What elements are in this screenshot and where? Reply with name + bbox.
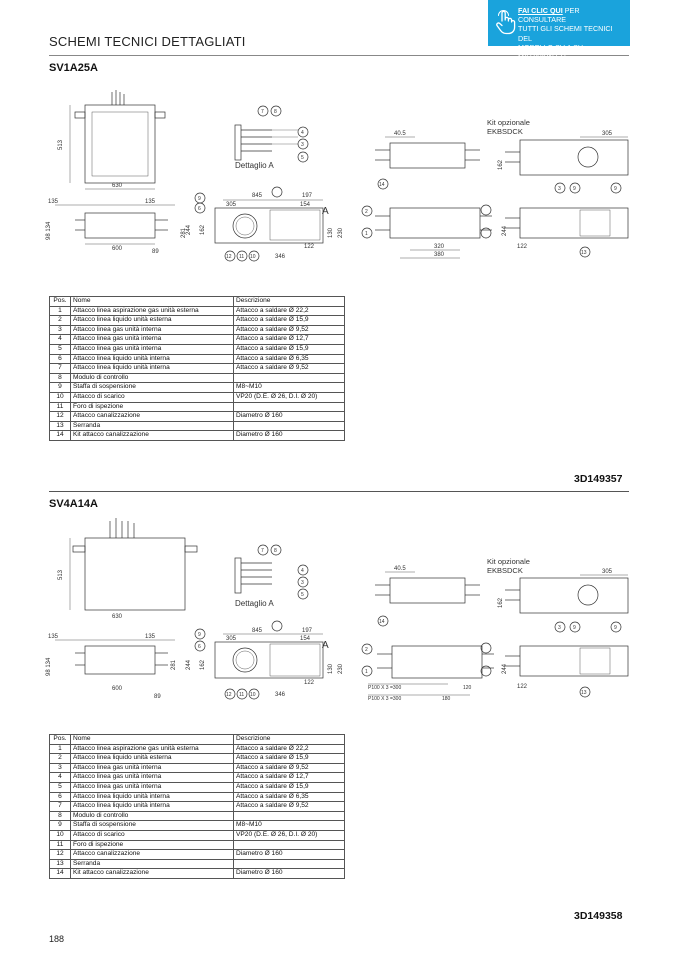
middle-bottom-view — [362, 643, 494, 702]
kit-bottom-view — [502, 183, 628, 257]
header-pos: Pos. — [50, 297, 71, 307]
section-1-technical-drawing — [40, 90, 640, 290]
dim-244: 244 — [186, 659, 192, 670]
callout-6: 6 — [198, 644, 201, 650]
dim-p100-bottom: P100 X 3 =300 — [368, 696, 402, 702]
row-pos: 7 — [50, 802, 71, 812]
callout-5: 5 — [301, 155, 304, 161]
row-name: Attacco linea liquido unità interna — [71, 802, 234, 812]
callout-8: 8 — [274, 548, 277, 554]
middle-top-view — [375, 131, 480, 189]
dim-281: 281 — [181, 227, 187, 238]
row-pos: 4 — [50, 773, 71, 783]
row-pos: 11 — [50, 402, 71, 412]
kit-label-line2: EKBSDCK — [487, 566, 523, 575]
row-pos: 5 — [50, 782, 71, 792]
table-row — [50, 763, 345, 773]
row-desc: M8~M10 — [234, 821, 345, 831]
row-name: Attacco linea liquido unità esterna — [71, 754, 234, 764]
callout-12: 12 — [226, 692, 232, 698]
row-name: Kit attacco canalizzazione — [71, 431, 234, 441]
callout-6: 6 — [198, 206, 201, 212]
row-pos: 8 — [50, 373, 71, 383]
section-1-parts-table — [49, 296, 345, 441]
callout-1: 1 — [365, 231, 368, 237]
row-desc: Diametro Ø 160 — [234, 869, 345, 879]
dim-244: 244 — [186, 224, 192, 235]
page-number: 188 — [49, 934, 65, 944]
kit-callout-9: 9 — [573, 186, 576, 192]
table-row — [50, 850, 345, 860]
dim-346: 346 — [275, 254, 286, 260]
row-pos: 8 — [50, 811, 71, 821]
dim-89: 89 — [154, 694, 161, 700]
row-pos: 10 — [50, 830, 71, 840]
dim-630: 630 — [112, 183, 123, 189]
kit-callout-9b: 9 — [614, 625, 617, 631]
callout-11: 11 — [239, 254, 245, 260]
dim-135-left: 135 — [48, 634, 59, 640]
kit-dim-162: 162 — [498, 597, 504, 608]
row-pos: 4 — [50, 335, 71, 345]
table-row — [50, 335, 345, 345]
dim-p100-top: P100 X 3 =300 — [368, 685, 402, 691]
header-pos: Pos. — [50, 735, 71, 745]
table-row — [50, 373, 345, 383]
table-row — [50, 792, 345, 802]
row-name: Attacco linea liquido unità interna — [71, 364, 234, 374]
row-pos: 9 — [50, 383, 71, 393]
dim-154: 154 — [300, 202, 311, 208]
middle-top-view — [375, 566, 480, 626]
row-pos: 2 — [50, 316, 71, 326]
table-header-row — [50, 297, 345, 307]
row-pos: 3 — [50, 763, 71, 773]
kit-dim-122: 122 — [517, 684, 528, 690]
row-desc: Attacco a saldare Ø 22,2 — [234, 306, 345, 316]
dim-162: 162 — [200, 224, 206, 235]
row-name: Modulo di controllo — [71, 373, 234, 383]
plan-view — [46, 199, 187, 255]
row-pos: 7 — [50, 364, 71, 374]
row-name: Attacco linea aspirazione gas unità esterna — [71, 306, 234, 316]
row-desc: Attacco a saldare Ø 9,52 — [234, 802, 345, 812]
row-desc — [234, 402, 345, 412]
front-view — [58, 90, 165, 189]
row-desc: Diametro Ø 160 — [234, 850, 345, 860]
cta-highlight[interactable]: FAI CLIC QUI — [518, 6, 563, 15]
tap-hand-icon — [494, 9, 516, 35]
row-desc: Attacco a saldare Ø 15,9 — [234, 344, 345, 354]
detail-a-view — [235, 545, 308, 608]
row-desc: Attacco a saldare Ø 12,7 — [234, 773, 345, 783]
row-name: Attacco canalizzazione — [71, 850, 234, 860]
callout-4: 4 — [301, 568, 304, 574]
dim-130: 130 — [328, 663, 334, 674]
table-row — [50, 316, 345, 326]
cta-line3[interactable]: MODELLO SV-A SU MY.DAIKIN.EU — [518, 42, 584, 62]
row-desc: Attacco a saldare Ø 9,52 — [234, 364, 345, 374]
row-pos: 9 — [50, 821, 71, 831]
table-row — [50, 421, 345, 431]
row-pos: 12 — [50, 412, 71, 422]
row-name: Attacco linea gas unità interna — [71, 782, 234, 792]
dim-281: 281 — [171, 659, 177, 670]
row-desc: Attacco a saldare Ø 15,9 — [234, 782, 345, 792]
table-row — [50, 364, 345, 374]
kit-callout-9: 9 — [573, 625, 576, 631]
row-desc: VP20 (D.E. Ø 26, D.I. Ø 20) — [234, 830, 345, 840]
dim-230: 230 — [338, 663, 344, 674]
callout-11: 11 — [239, 692, 245, 698]
callout-9: 9 — [198, 196, 201, 202]
row-name: Attacco linea gas unità interna — [71, 344, 234, 354]
row-name: Kit attacco canalizzazione — [71, 869, 234, 879]
callout-7: 7 — [261, 109, 264, 115]
dim-305: 305 — [226, 636, 237, 642]
kit-callout-3: 3 — [558, 625, 561, 631]
dim-98-134: 98 134 — [46, 221, 52, 240]
row-desc: Diametro Ø 160 — [234, 412, 345, 422]
callout-14: 14 — [379, 182, 385, 188]
row-desc: Attacco a saldare Ø 15,9 — [234, 316, 345, 326]
header-desc: Descrizione — [234, 297, 345, 307]
callout-10: 10 — [250, 692, 256, 698]
consult-drawings-link[interactable] — [488, 0, 630, 62]
table-row — [50, 821, 345, 831]
table-row — [50, 754, 345, 764]
row-pos: 10 — [50, 392, 71, 402]
kit-dim-244: 244 — [502, 663, 508, 674]
section-2-model-title: SV4A14A — [49, 498, 98, 510]
cta-line1[interactable]: PER CONSULTARE — [518, 6, 580, 25]
dim-845: 845 — [252, 628, 263, 634]
callout-9: 9 — [198, 632, 201, 638]
section-1-drawing-code: 3D149357 — [574, 473, 623, 485]
row-pos: 13 — [50, 421, 71, 431]
row-pos: 6 — [50, 354, 71, 364]
table-row — [50, 431, 345, 441]
kit-top-view — [487, 557, 628, 613]
table-header-row — [50, 735, 345, 745]
dim-130: 130 — [328, 227, 334, 238]
row-desc — [234, 373, 345, 383]
dim-89: 89 — [152, 249, 159, 255]
row-desc: Attacco a saldare Ø 9,52 — [234, 763, 345, 773]
consult-drawings-text[interactable] — [518, 6, 628, 61]
table-row — [50, 830, 345, 840]
kit-dim-162: 162 — [498, 159, 504, 170]
row-pos: 6 — [50, 792, 71, 802]
row-pos: 14 — [50, 431, 71, 441]
row-pos: 1 — [50, 306, 71, 316]
callout-2: 2 — [365, 647, 368, 653]
row-name: Attacco linea liquido unità interna — [71, 354, 234, 364]
header-name: Nome — [71, 735, 234, 745]
dim-98-134: 98 134 — [46, 657, 52, 676]
dim-122: 122 — [304, 244, 315, 250]
row-pos: 12 — [50, 850, 71, 860]
row-name: Attacco linea gas unità interna — [71, 325, 234, 335]
row-desc: M8~M10 — [234, 383, 345, 393]
side-view — [186, 187, 344, 261]
row-desc: Attacco a saldare Ø 22,2 — [234, 744, 345, 754]
kit-label-line1: Kit opzionale — [487, 557, 530, 566]
table-row — [50, 782, 345, 792]
dim-40-5: 40.5 — [394, 566, 406, 572]
row-pos: 2 — [50, 754, 71, 764]
dim-122: 122 — [304, 680, 315, 686]
row-pos: 14 — [50, 869, 71, 879]
table-row — [50, 402, 345, 412]
section-2-drawing-code: 3D149358 — [574, 910, 623, 922]
table-row — [50, 773, 345, 783]
row-pos: 11 — [50, 840, 71, 850]
kit-dim-305: 305 — [602, 131, 613, 137]
row-name: Serranda — [71, 421, 234, 431]
section-divider — [49, 491, 629, 492]
row-name: Attacco di scarico — [71, 392, 234, 402]
kit-callout-13: 13 — [581, 690, 587, 696]
dim-305: 305 — [226, 202, 237, 208]
callout-7: 7 — [261, 548, 264, 554]
row-pos: 13 — [50, 859, 71, 869]
row-name: Foro di ispezione — [71, 840, 234, 850]
row-name: Staffa di sospensione — [71, 383, 234, 393]
row-name: Attacco canalizzazione — [71, 412, 234, 422]
callout-3: 3 — [301, 142, 304, 148]
dim-120: 120 — [463, 685, 472, 691]
middle-bottom-view — [362, 205, 492, 258]
callout-1: 1 — [365, 669, 368, 675]
kit-callout-9b: 9 — [614, 186, 617, 192]
row-name: Staffa di sospensione — [71, 821, 234, 831]
row-desc: Diametro Ø 160 — [234, 431, 345, 441]
side-view — [186, 621, 344, 699]
row-desc — [234, 840, 345, 850]
table-row — [50, 306, 345, 316]
row-desc: Attacco a saldare Ø 6,35 — [234, 792, 345, 802]
kit-label-line1: Kit opzionale — [487, 118, 530, 127]
callout-14: 14 — [379, 619, 385, 625]
section-2-table-body — [50, 735, 345, 879]
callout-5: 5 — [301, 592, 304, 598]
dim-380: 380 — [434, 252, 445, 258]
table-row — [50, 802, 345, 812]
kit-callout-3: 3 — [558, 186, 561, 192]
table-row — [50, 811, 345, 821]
row-pos: 1 — [50, 744, 71, 754]
dim-135-right: 135 — [145, 199, 156, 205]
row-desc: Attacco a saldare Ø 15,9 — [234, 754, 345, 764]
dim-600: 600 — [112, 246, 123, 252]
row-pos: 5 — [50, 344, 71, 354]
dim-630: 630 — [112, 614, 123, 620]
dim-513: 513 — [58, 139, 64, 150]
table-row — [50, 383, 345, 393]
kit-label-line2: EKBSDCK — [487, 127, 523, 136]
row-desc — [234, 811, 345, 821]
dim-845: 845 — [252, 193, 263, 199]
row-name: Modulo di controllo — [71, 811, 234, 821]
dim-162: 162 — [200, 659, 206, 670]
table-row — [50, 412, 345, 422]
dim-346: 346 — [275, 692, 286, 698]
row-name: Serranda — [71, 859, 234, 869]
table-row — [50, 344, 345, 354]
row-name: Attacco linea gas unità interna — [71, 773, 234, 783]
row-desc: VP20 (D.E. Ø 26, D.I. Ø 20) — [234, 392, 345, 402]
dim-135-left: 135 — [48, 199, 59, 205]
dim-320: 320 — [434, 244, 445, 250]
detail-a-label: Dettaglio A — [235, 599, 274, 608]
kit-top-view — [487, 118, 628, 175]
dim-230: 230 — [338, 227, 344, 238]
row-desc: Attacco a saldare Ø 12,7 — [234, 335, 345, 345]
row-name: Attacco linea liquido unità esterna — [71, 316, 234, 326]
header-name: Nome — [71, 297, 234, 307]
callout-3: 3 — [301, 580, 304, 586]
header-desc: Descrizione — [234, 735, 345, 745]
dim-197: 197 — [302, 193, 313, 199]
table-row — [50, 392, 345, 402]
callout-8: 8 — [274, 109, 277, 115]
table-row — [50, 744, 345, 754]
section-2-technical-drawing — [40, 518, 640, 718]
callout-4: 4 — [301, 130, 304, 136]
table-row — [50, 840, 345, 850]
kit-bottom-view — [502, 622, 628, 697]
row-name: Attacco di scarico — [71, 830, 234, 840]
row-name: Attacco linea aspirazione gas unità esterna — [71, 744, 234, 754]
dim-197: 197 — [302, 628, 313, 634]
section-1-model-title: SV1A25A — [49, 62, 98, 74]
row-pos: 3 — [50, 325, 71, 335]
detail-a-marker: A — [322, 206, 329, 217]
callout-10: 10 — [250, 254, 256, 260]
kit-dim-305: 305 — [602, 569, 613, 575]
plan-view — [46, 634, 177, 700]
dim-40-5: 40.5 — [394, 131, 406, 137]
row-desc — [234, 421, 345, 431]
dim-600: 600 — [112, 686, 123, 692]
table-row — [50, 869, 345, 879]
page-title: SCHEMI TECNICI DETTAGLIATI — [49, 34, 246, 49]
dim-513: 513 — [58, 569, 64, 580]
section-2-parts-table — [49, 734, 345, 879]
table-row — [50, 325, 345, 335]
detail-a-marker: A — [322, 640, 329, 651]
dim-180: 180 — [442, 696, 451, 702]
detail-a-label: Dettaglio A — [235, 161, 274, 170]
row-name: Attacco linea gas unità interna — [71, 763, 234, 773]
cta-line2[interactable]: TUTTI GLI SCHEMI TECNICI DEL — [518, 24, 613, 43]
section-1-table-body — [50, 297, 345, 441]
kit-dim-244: 244 — [502, 225, 508, 236]
row-name: Attacco linea liquido unità interna — [71, 792, 234, 802]
dim-154: 154 — [300, 636, 311, 642]
detail-a-view — [235, 106, 308, 170]
row-name: Attacco linea gas unità interna — [71, 335, 234, 345]
row-desc: Attacco a saldare Ø 6,35 — [234, 354, 345, 364]
callout-12: 12 — [226, 254, 232, 260]
callout-2: 2 — [365, 209, 368, 215]
row-desc: Attacco a saldare Ø 9,52 — [234, 325, 345, 335]
table-row — [50, 354, 345, 364]
kit-callout-13: 13 — [581, 250, 587, 256]
front-view — [58, 518, 197, 620]
table-row — [50, 859, 345, 869]
row-name: Foro di ispezione — [71, 402, 234, 412]
dim-135-right: 135 — [145, 634, 156, 640]
kit-dim-122: 122 — [517, 244, 528, 250]
row-desc — [234, 859, 345, 869]
